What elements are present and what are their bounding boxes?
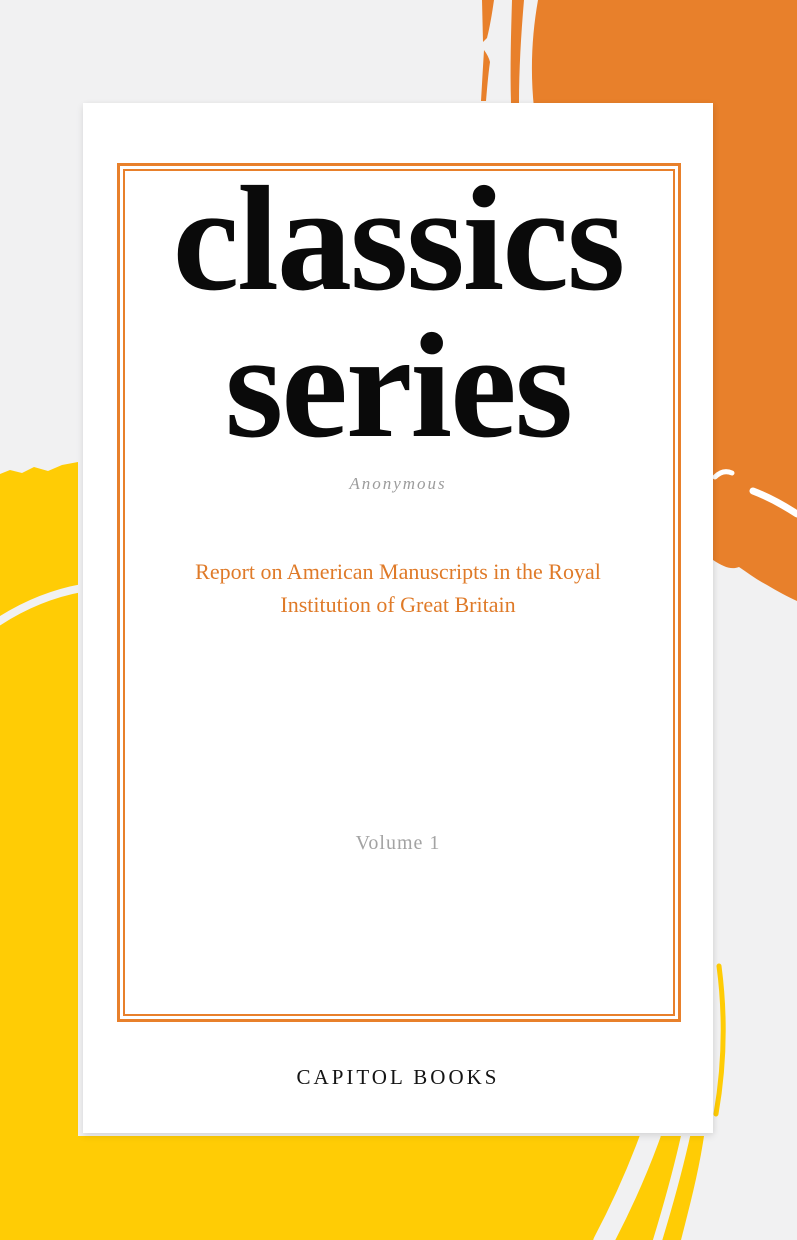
publisher-name: CAPITOL BOOKS bbox=[296, 1065, 500, 1089]
yellow-crescent-streak-icon bbox=[716, 966, 723, 1114]
cover-card bbox=[83, 103, 713, 1133]
series-title-line2: series bbox=[224, 303, 572, 469]
author-name: Anonymous bbox=[349, 474, 447, 493]
book-title: Report on American Manuscripts in the Royal Institution of Great Britain bbox=[195, 559, 601, 617]
volume-label: Volume 1 bbox=[355, 832, 441, 854]
border-frame bbox=[117, 163, 681, 1022]
border-frame-inner bbox=[123, 169, 675, 1016]
series-title-line1: classics bbox=[172, 156, 624, 322]
